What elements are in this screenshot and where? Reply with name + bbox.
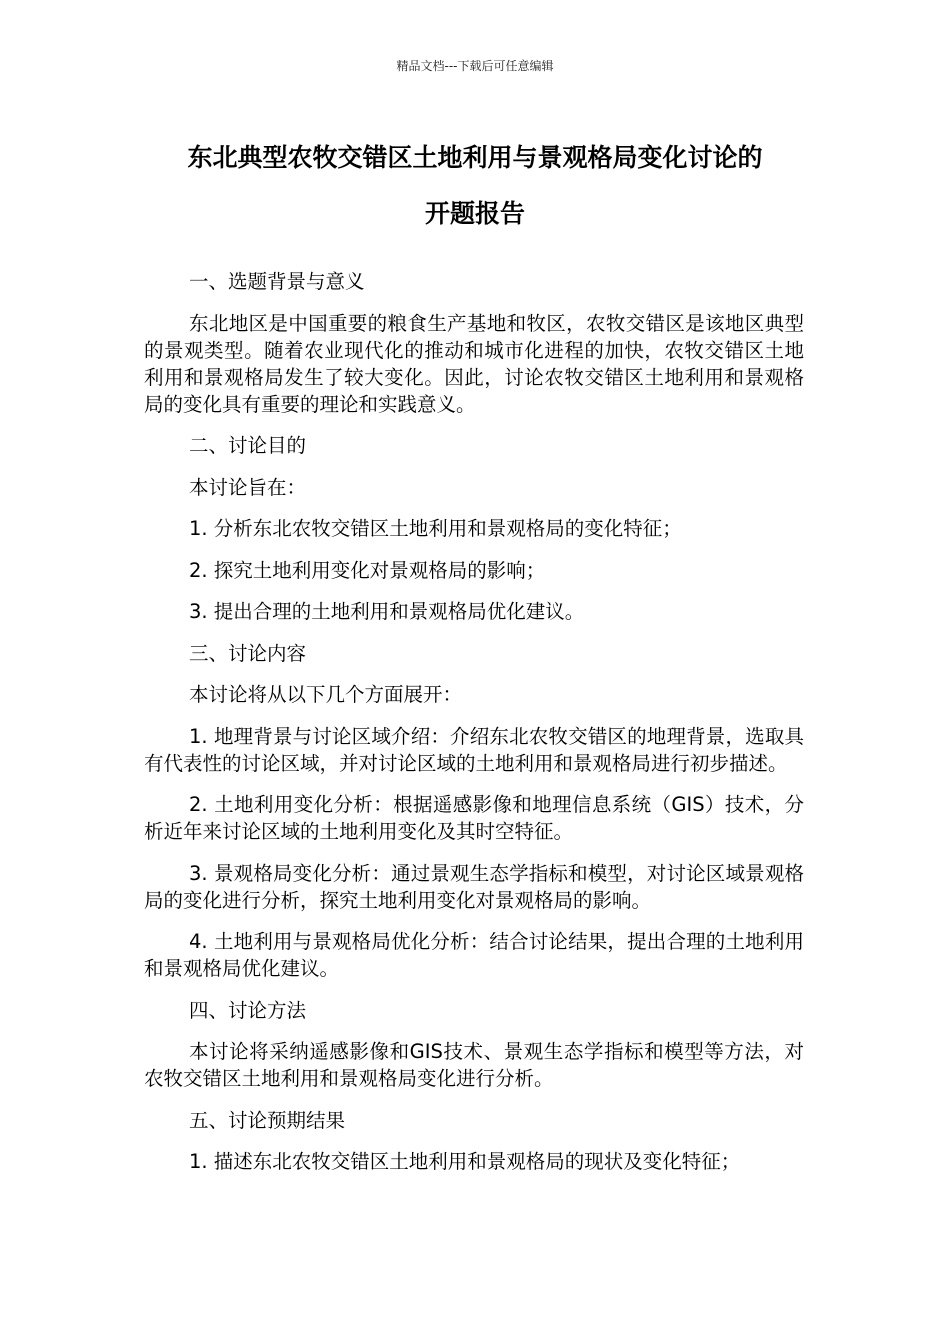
list-item-content-3: 3. 景观格局变化分析：通过景观生态学指标和模型，对讨论区域景观格局的变化进行分析，探究土地利用变化对景观格局的影响。 bbox=[144, 861, 804, 912]
section-heading-content: 三、讨论内容 bbox=[189, 641, 307, 665]
paragraph-objectives-intro: 本讨论旨在： bbox=[189, 475, 307, 499]
section-heading-objectives: 二、讨论目的 bbox=[189, 434, 307, 457]
list-item-content-2: 2. 土地利用变化分析：根据遥感影像和地理信息系统（GIS）技术，分析近年来讨论区域的土地利用变化及其时空特征。 bbox=[144, 793, 804, 843]
paragraph-background: 东北地区是中国重要的粮食生产基地和牧区，农牧交错区是该地区典型的景观类型。随着农业现代化的推动和城市化进程的加快，农牧交错区土地利用和景观格局发生了较大变化。因此，讨论农牧交错区土地利用和景观格局的变化具有重要的理论和实践意义。 bbox=[144, 311, 804, 416]
list-item-objective-1: 1. 分析东北农牧交错区土地利用和景观格局的变化特征； bbox=[189, 517, 682, 540]
list-item-content-1: 1. 地理背景与讨论区域介绍：介绍东北农牧交错区的地理背景，选取具有代表性的讨论区域，并对讨论区域的土地利用和景观格局进行初步描述。 bbox=[144, 724, 804, 775]
section-heading-methods: 四、讨论方法 bbox=[189, 998, 307, 1022]
paragraph-content-intro: 本讨论将从以下几个方面展开： bbox=[189, 683, 463, 706]
list-item-objective-3: 3. 提出合理的土地利用和景观格局优化建议。 bbox=[189, 600, 585, 623]
header-note: 精品文档---下载后可任意编辑 bbox=[396, 59, 554, 73]
list-item-content-4: 4. 土地利用与景观格局优化分析：结合讨论结果，提出合理的土地利用和景观格局优化建议。 bbox=[144, 930, 804, 980]
list-item-result-1: 1. 描述东北农牧交错区土地利用和景观格局的现状及变化特征； bbox=[189, 1150, 741, 1173]
document-title bbox=[120, 130, 830, 242]
title-line-1: 东北典型农牧交错区土地利用与景观格局变化讨论的 bbox=[187, 143, 763, 172]
list-item-objective-2: 2. 探究土地利用变化对景观格局的影响； bbox=[189, 558, 546, 582]
title-line-2: 开题报告 bbox=[424, 199, 525, 228]
section-heading-background: 一、选题背景与意义 bbox=[189, 270, 365, 293]
paragraph-methods: 本讨论将采纳遥感影像和GIS技术、景观生态学指标和模型等方法，对农牧交错区土地利用和景观格局变化进行分析。 bbox=[144, 1040, 804, 1090]
document-body bbox=[144, 268, 804, 1190]
section-heading-expected-results: 五、讨论预期结果 bbox=[189, 1108, 346, 1132]
